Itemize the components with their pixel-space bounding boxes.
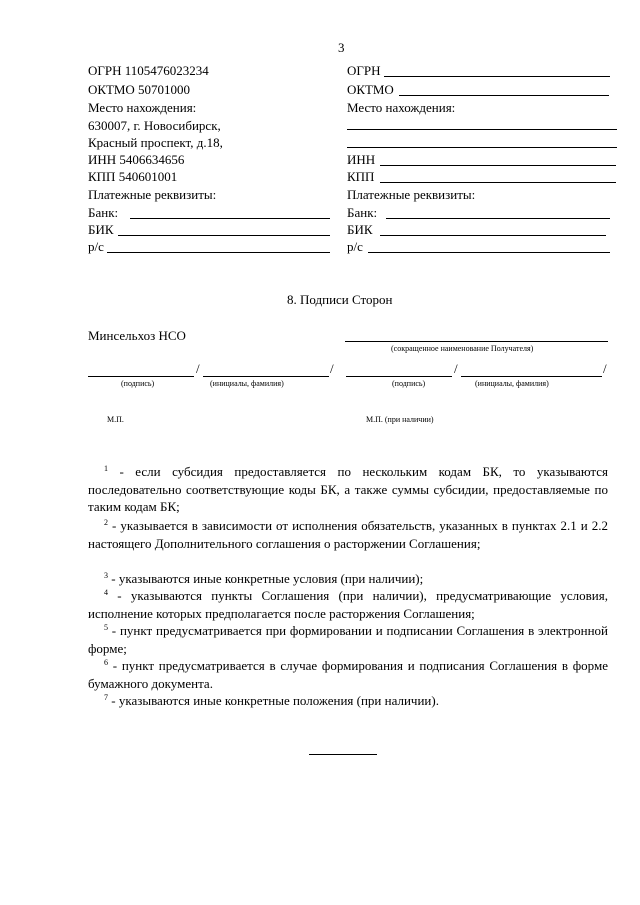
right-ogrn-line [384, 76, 610, 77]
footnote-marker: 7 [104, 693, 108, 702]
footnote-text: - указываются иные конкретные положения (при наличии). [108, 693, 439, 708]
left-initials-caption: (инициалы, фамилия) [210, 379, 284, 388]
left-bank-label: Банк: [88, 205, 119, 220]
right-bik-line [380, 235, 606, 236]
right-location-label: Место нахождения: [347, 100, 456, 115]
right-initials-caption: (инициалы, фамилия) [475, 379, 549, 388]
footnote-marker: 5 [104, 623, 108, 632]
footnote-4 [88, 587, 608, 622]
right-slash: / [454, 361, 458, 376]
left-address-line2: Красный проспект, д.18, [88, 135, 223, 150]
footnote-marker: 1 [104, 464, 108, 473]
left-bik-line [118, 235, 330, 236]
right-inn-label: ИНН [347, 152, 376, 167]
right-stamp-label: М.П. (при наличии) [366, 415, 434, 424]
footnote-7 [88, 692, 608, 710]
left-account-line [107, 252, 330, 253]
right-bank-label: Банк: [347, 205, 378, 220]
left-slash-end: / [330, 361, 334, 376]
footnote-text: - указываются пункты Соглашения (при наличии), предусматривающие условия, исполнение которых предполагается после расторжения Соглашения; [88, 588, 608, 621]
left-signature-line [88, 376, 194, 377]
right-slash-end: / [603, 361, 607, 376]
footnote-text: - пункт предусматривается при формировании и подписании Соглашения в электронной форме; [88, 623, 608, 656]
left-party-name: Минсельхоз НСО [88, 328, 186, 343]
page-number: 3 [338, 40, 345, 55]
footnote-6 [88, 657, 608, 692]
left-account-label: р/с [88, 239, 104, 254]
right-address-line2 [347, 147, 617, 148]
footnote-marker: 4 [104, 588, 108, 597]
left-signature-caption: (подпись) [121, 379, 155, 388]
right-initials-line [461, 376, 602, 377]
right-party-caption: (сокращенное наименование Получателя) [391, 344, 534, 353]
right-party-name-line [345, 341, 608, 342]
left-stamp-label: М.П. [107, 415, 124, 424]
right-signature-line [346, 376, 452, 377]
right-account-label: р/с [347, 239, 363, 254]
left-slash: / [196, 361, 200, 376]
footnote-text: - если субсидия предоставляется по нескольким кодам БК, то указываются последовательно соответствующие коды БК, а также суммы субсидии, предоставляемые по таким кодам БК; [88, 464, 608, 514]
footnote-marker: 3 [104, 571, 108, 580]
right-bik-label: БИК [347, 222, 373, 237]
right-kpp-label: КПП [347, 169, 375, 184]
left-address-line1: 630007, г. Новосибирск, [88, 118, 221, 133]
left-location-label: Место нахождения: [88, 100, 197, 115]
footnote-5 [88, 622, 608, 657]
left-initials-line [203, 376, 329, 377]
left-inn: ИНН 5406634656 [88, 152, 185, 167]
left-bank-line [130, 218, 330, 219]
left-oktmo: ОКТМО 50701000 [88, 82, 191, 97]
right-ogrn-label: ОГРН [347, 63, 381, 78]
footnote-text: - указываются иные конкретные условия (при наличии); [108, 571, 424, 586]
right-oktmo-label: ОКТМО [347, 82, 394, 97]
footnote-text: - пункт предусматривается в случае формирования и подписания Соглашения в форме бумажного документа. [88, 658, 608, 691]
left-ogrn: ОГРН 1105476023234 [88, 63, 209, 78]
right-payment-label: Платежные реквизиты: [347, 187, 476, 202]
right-address-line1 [347, 129, 617, 130]
left-payment-label: Платежные реквизиты: [88, 187, 217, 202]
footnote-marker: 2 [104, 518, 108, 527]
left-bik-label: БИК [88, 222, 114, 237]
footnote-text: - указывается в зависимости от исполнения обязательств, указанных в пунктах 2.1 и 2.2 настоящего Дополнительного соглашения о расторжении Соглашения; [88, 518, 608, 551]
right-account-line [368, 252, 610, 253]
right-kpp-line [380, 182, 616, 183]
signatures-title: 8. Подписи Сторон [287, 292, 393, 307]
right-bank-line [386, 218, 610, 219]
right-inn-line [380, 165, 616, 166]
footnote-1 [88, 463, 608, 516]
footnote-3 [88, 570, 608, 588]
left-kpp: КПП 540601001 [88, 169, 178, 184]
footnote-marker: 6 [104, 658, 108, 667]
end-separator-line [309, 754, 377, 755]
footnote-2 [88, 517, 608, 552]
right-oktmo-line [399, 95, 609, 96]
right-signature-caption: (подпись) [392, 379, 426, 388]
